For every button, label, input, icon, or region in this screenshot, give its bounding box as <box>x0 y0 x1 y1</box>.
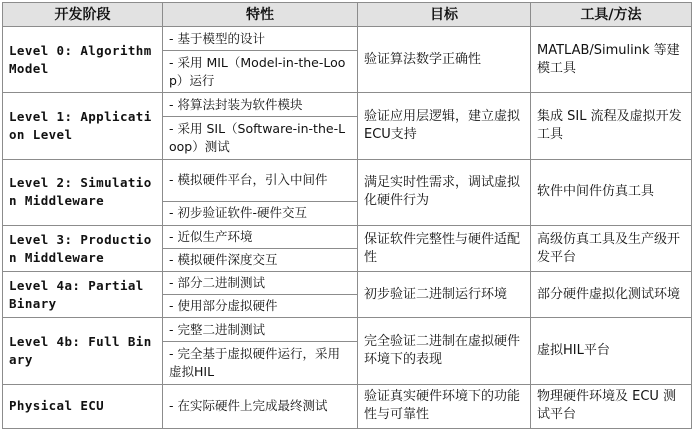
goal-cell: 完全验证二进制在虚拟硬件环境下的表现 <box>358 318 531 384</box>
table-row <box>3 225 692 248</box>
feature-cell: - 采用 MIL（Model-in-the-Loop）运行 <box>163 51 358 93</box>
goal-cell: 初步验证二进制运行环境 <box>358 272 531 318</box>
dev-stage-table <box>2 2 692 429</box>
tools-cell: 软件中间件仿真工具 <box>531 159 692 225</box>
stage-cell: Physical ECU <box>3 384 163 428</box>
stage-cell: Level 2: Simulation Middleware <box>3 159 163 225</box>
table-row <box>3 27 692 51</box>
goal-cell: 验证真实硬件环境下的功能性与可靠性 <box>358 384 531 428</box>
tools-cell: 高级仿真工具及生产级开发平台 <box>531 225 692 271</box>
tools-cell: 物理硬件环境及 ECU 测试平台 <box>531 384 692 428</box>
goal-cell: 验证应用层逻辑，建立虚拟ECU支持 <box>358 93 531 159</box>
table-row <box>3 272 692 295</box>
header-row <box>3 3 692 27</box>
feature-cell: - 基于模型的设计 <box>163 27 358 51</box>
header-tools: 工具/方法 <box>531 3 692 27</box>
feature-cell: - 部分二进制测试 <box>163 272 358 295</box>
feature-cell: - 模拟硬件平台，引入中间件 <box>163 159 358 201</box>
feature-cell: - 完全基于虚拟硬件运行，采用虚拟HIL <box>163 342 358 384</box>
feature-cell: - 在实际硬件上完成最终测试 <box>163 384 358 428</box>
stage-cell: Level 3: Production Middleware <box>3 225 163 271</box>
goal-cell: 验证算法数学正确性 <box>358 27 531 93</box>
stage-cell: Level 1: Application Level <box>3 93 163 159</box>
tools-cell: 集成 SIL 流程及虚拟开发工具 <box>531 93 692 159</box>
goal-cell: 满足实时性需求，调试虚拟化硬件行为 <box>358 159 531 225</box>
feature-cell: - 采用 SIL（Software-in-the-Loop）测试 <box>163 117 358 159</box>
stage-cell: Level 0: Algorithm Model <box>3 27 163 93</box>
table-row <box>3 384 692 428</box>
stage-cell: Level 4a: Partial Binary <box>3 272 163 318</box>
header-features: 特性 <box>163 3 358 27</box>
header-stage: 开发阶段 <box>3 3 163 27</box>
feature-cell: - 初步验证软件-硬件交互 <box>163 201 358 225</box>
header-goal: 目标 <box>358 3 531 27</box>
tools-cell: MATLAB/Simulink 等建模工具 <box>531 27 692 93</box>
table-row <box>3 159 692 201</box>
goal-cell: 保证软件完整性与硬件适配性 <box>358 225 531 271</box>
table-row <box>3 318 692 342</box>
tools-cell: 虚拟HIL平台 <box>531 318 692 384</box>
feature-cell: - 近似生产环境 <box>163 225 358 248</box>
feature-cell: - 模拟硬件深度交互 <box>163 249 358 272</box>
table-row <box>3 93 692 117</box>
stage-cell: Level 4b: Full Binary <box>3 318 163 384</box>
feature-cell: - 使用部分虚拟硬件 <box>163 295 358 318</box>
tools-cell: 部分硬件虚拟化测试环境 <box>531 272 692 318</box>
feature-cell: - 将算法封装为软件模块 <box>163 93 358 117</box>
feature-cell: - 完整二进制测试 <box>163 318 358 342</box>
